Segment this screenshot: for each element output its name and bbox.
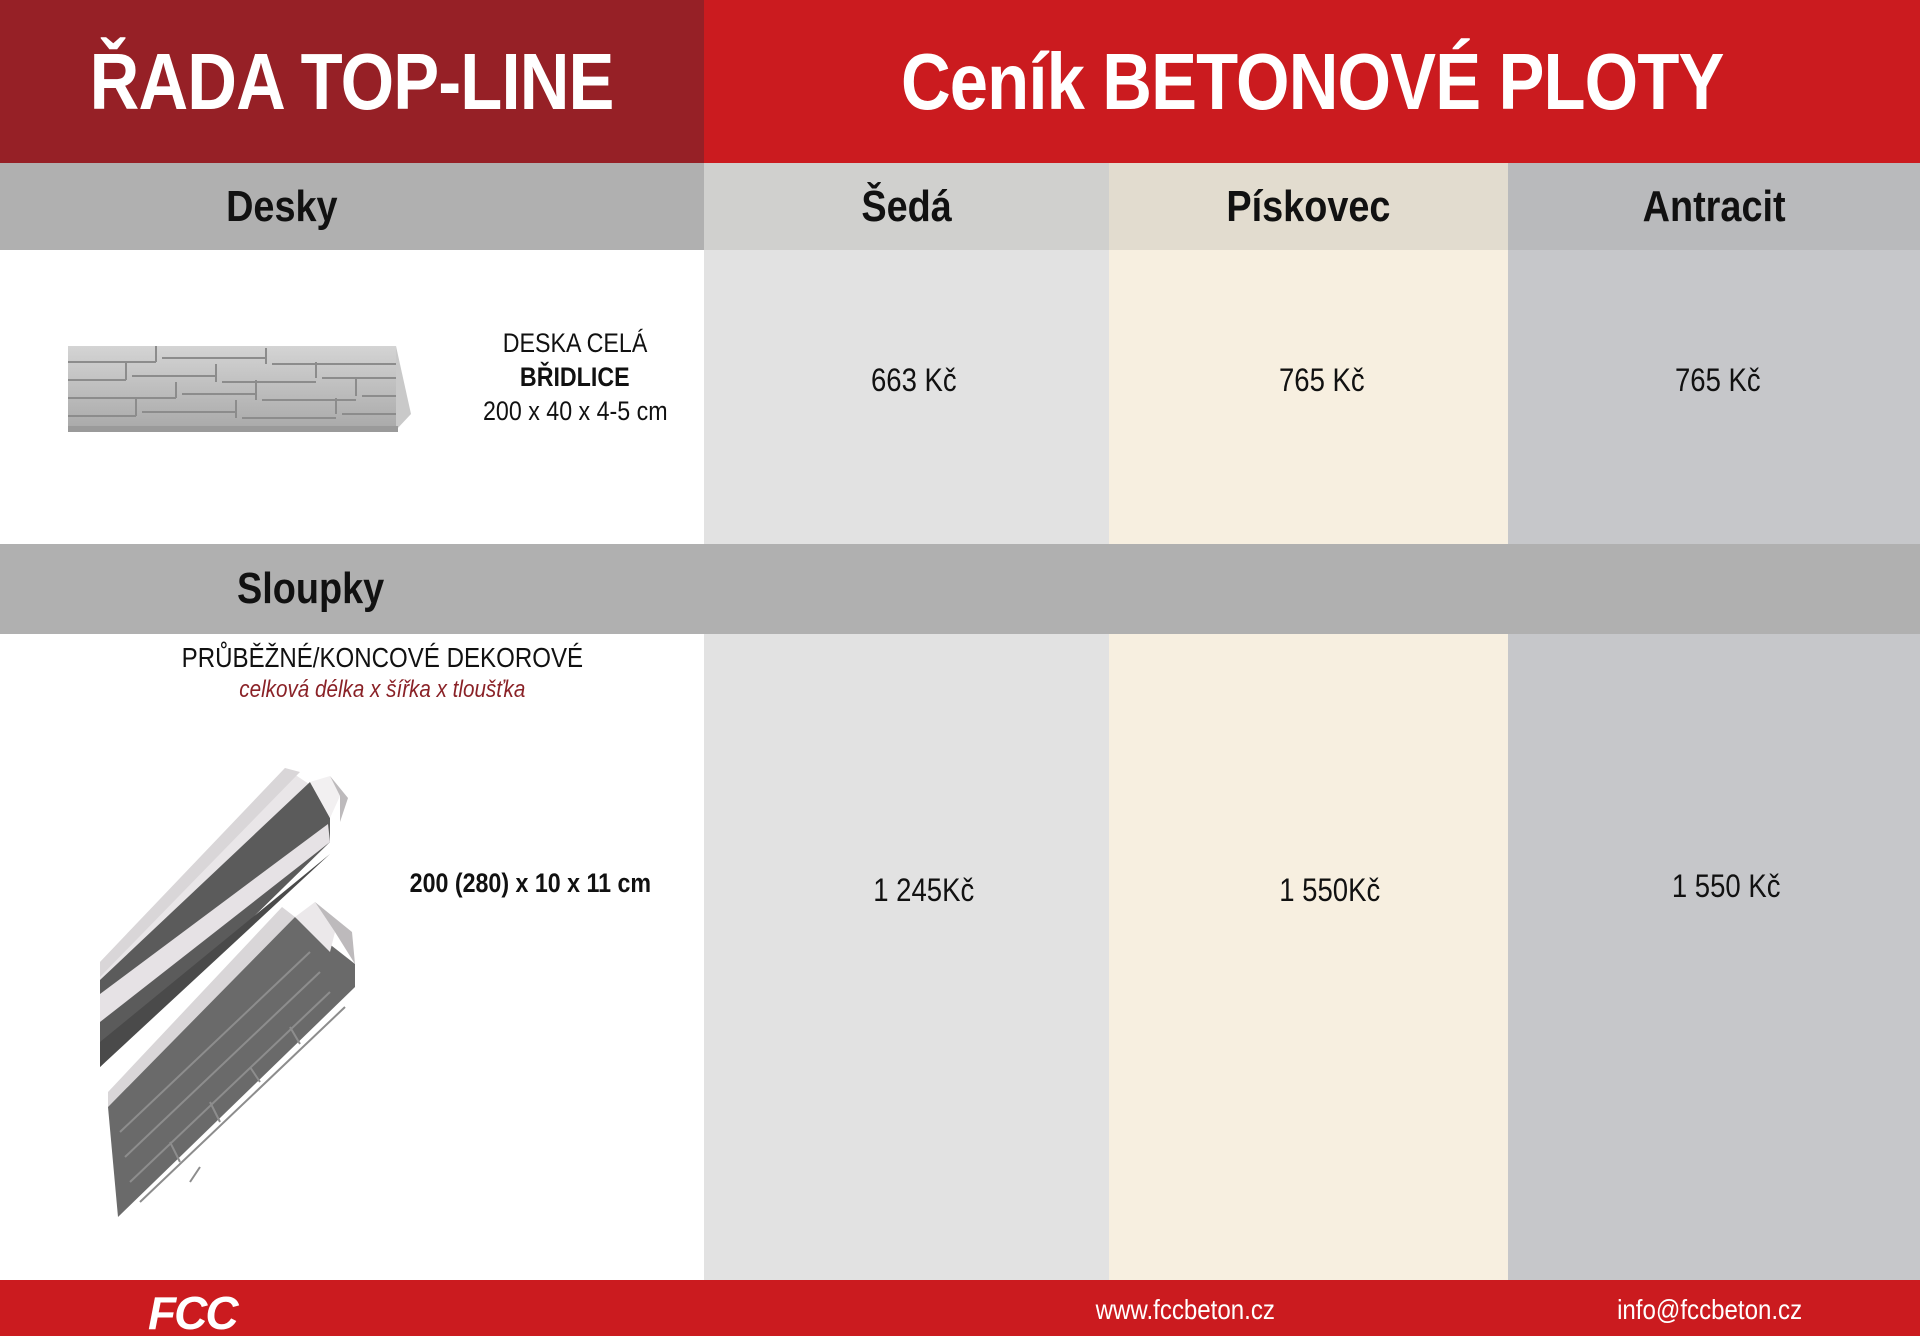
sloupky-dimensions-cell [370, 868, 690, 899]
email-text[interactable]: info@fccbeton.cz [1617, 1294, 1803, 1325]
price-desky-seda-cell [704, 362, 1124, 399]
price-sloupky-piskovec-cell [1109, 872, 1551, 909]
desky-product-dimensions: 200 x 40 x 4-5 cm [482, 396, 668, 426]
desky-product-name: DESKA CELÁ [502, 328, 648, 358]
pricelist-title: Ceník BETONOVÉ PLOTY [900, 36, 1724, 126]
section-label-desky: Desky [226, 181, 338, 231]
fence-posts-image [90, 762, 370, 1222]
section-header-desky [0, 163, 704, 250]
fcc-logo: FCC [148, 1287, 237, 1339]
series-title-banner [0, 0, 704, 163]
column-header-antracit [1508, 163, 1920, 250]
sloupky-subtitle-cell [0, 676, 764, 704]
price-desky-antracit: 765 Kč [1675, 362, 1761, 398]
sloupky-title: PRŮBĚŽNÉ/KONCOVÉ DEKOROVÉ [181, 642, 583, 673]
section-label-sloupky: Sloupky [236, 564, 385, 613]
section-header-sloupky [0, 544, 1920, 634]
column-seda-background [704, 163, 1109, 1280]
pricelist-title-banner [704, 0, 1920, 163]
sloupky-dimensions: 200 (280) x 10 x 11 cm [409, 868, 651, 898]
sloupky-subtitle: celková délka x šířka x tloušťka [238, 676, 526, 703]
price-desky-piskovec-cell [1109, 362, 1535, 399]
column-piskovec-background [1109, 163, 1508, 1280]
price-desky-seda: 663 Kč [871, 362, 957, 398]
column-label-seda: Šedá [861, 181, 952, 231]
price-sloupky-seda-cell [704, 872, 1144, 909]
price-sloupky-seda: 1 245Kč [873, 872, 975, 908]
column-label-antracit: Antracit [1642, 181, 1786, 231]
website-text[interactable]: www.fccbeton.cz [1095, 1294, 1275, 1325]
desky-product-pattern: BŘIDLICE [520, 362, 630, 392]
price-sloupky-antracit: 1 550 Kč [1671, 868, 1781, 904]
column-label-piskovec: Pískovec [1226, 181, 1391, 231]
price-desky-piskovec: 765 Kč [1279, 362, 1365, 398]
series-title: ŘADA TOP-LINE [90, 36, 614, 126]
sloupky-title-cell [0, 642, 764, 674]
price-sloupky-piskovec: 1 550Kč [1279, 872, 1381, 908]
column-antracit-background [1508, 163, 1920, 1280]
price-sloupky-antracit-cell [1508, 868, 1920, 905]
desky-product-description [440, 326, 710, 428]
column-header-piskovec [1109, 163, 1508, 250]
email-link[interactable] [1560, 1294, 1860, 1326]
price-desky-antracit-cell [1508, 362, 1920, 399]
stone-slab-image [66, 340, 416, 436]
website-link[interactable] [1040, 1294, 1330, 1326]
column-header-seda [704, 163, 1109, 250]
